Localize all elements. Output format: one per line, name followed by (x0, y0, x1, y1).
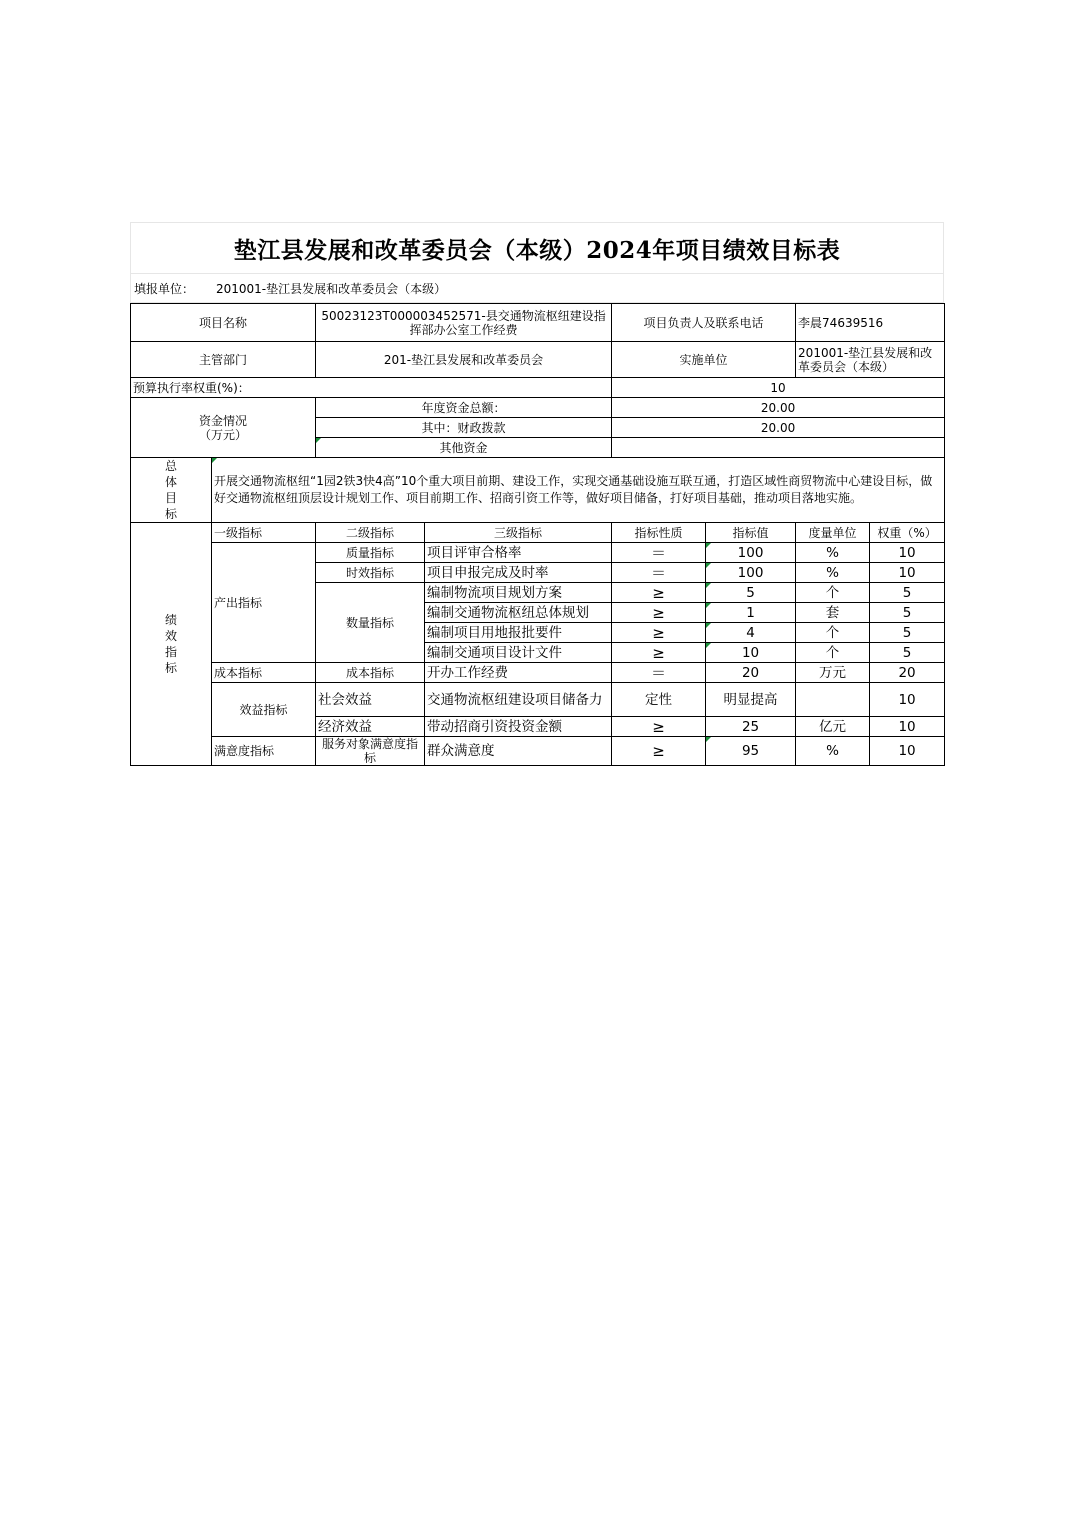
indicator-nature: ≥ (612, 643, 706, 663)
benefit-indicator-label: 效益指标 (212, 683, 316, 737)
funds-fiscal-value: 20.00 (612, 418, 945, 438)
indicator-name: 编制物流项目规划方案 (425, 583, 612, 603)
indicator-value: 95 (706, 737, 796, 766)
indicator-nature: ＝ (612, 663, 706, 683)
indicator-weight: 10 (870, 563, 945, 583)
project-name-label: 项目名称 (131, 304, 316, 342)
indicator-name: 群众满意度 (425, 737, 612, 766)
indicator-weight: 5 (870, 623, 945, 643)
header-level3: 三级指标 (425, 523, 612, 543)
funds-fiscal-label: 其中：财政拨款 (316, 418, 612, 438)
overall-target-label: 总 体 目 标 (131, 458, 212, 523)
indicator-nature: 定性 (612, 683, 706, 717)
performance-target-sheet (130, 222, 944, 766)
indicator-value: 5 (706, 583, 796, 603)
indicator-name: 项目评审合格率 (425, 543, 612, 563)
indicator-weight: 5 (870, 583, 945, 603)
indicator-unit: % (796, 737, 870, 766)
header-unit: 度量单位 (796, 523, 870, 543)
header-level2: 二级指标 (316, 523, 425, 543)
indicator-weight: 20 (870, 663, 945, 683)
header-level1: 一级指标 (212, 523, 316, 543)
project-owner-value: 李晨74639516 (796, 304, 945, 342)
indicator-weight: 5 (870, 603, 945, 623)
cost-indicator-label: 成本指标 (212, 663, 316, 683)
indicator-nature: ≥ (612, 623, 706, 643)
fill-unit-row (130, 273, 944, 303)
indicator-value: 25 (706, 717, 796, 737)
project-name-value: 50023123T000003452571-县交通物流枢纽建设指挥部办公室工作经费 (316, 304, 612, 342)
cost-sub-indicator-label: 成本指标 (316, 663, 425, 683)
indicator-nature: ≥ (612, 583, 706, 603)
overall-target-text: 开展交通物流枢纽“1园2铁3快4高”10个重大项目前期、建设工作，实现交通基础设施互联互通，打造区域性商贸物流中心建设目标，做好交通物流枢纽顶层设计规划工作、项目前期工作、招商引资工作等，做好项目储备，打好项目基础，推动项目落地实施。 (212, 458, 945, 523)
indicator-value: 10 (706, 643, 796, 663)
fill-unit-label: 填报单位： (134, 281, 195, 296)
dept-label: 主管部门 (131, 342, 316, 378)
header-value: 指标值 (706, 523, 796, 543)
indicator-unit (796, 683, 870, 717)
header-nature: 指标性质 (612, 523, 706, 543)
indicator-unit: % (796, 563, 870, 583)
funds-label: 资金情况 （万元） (131, 398, 316, 458)
satisfaction-indicator-label: 满意度指标 (212, 737, 316, 766)
indicator-name: 编制项目用地报批要件 (425, 623, 612, 643)
indicator-nature: ≥ (612, 717, 706, 737)
indicator-unit: 万元 (796, 663, 870, 683)
budget-weight-label: 预算执行率权重(%)： (131, 378, 612, 398)
indicator-weight: 10 (870, 683, 945, 717)
page-title: 垫江县发展和改革委员会（本级）2024年项目绩效目标表 (130, 222, 944, 273)
perf-indicator-label: 绩 效 指 标 (131, 523, 212, 766)
indicator-weight: 10 (870, 543, 945, 563)
service-satisfaction-label: 服务对象满意度指标 (316, 737, 425, 766)
social-benefit-label: 社会效益 (316, 683, 425, 717)
indicator-unit: % (796, 543, 870, 563)
indicator-nature: ≥ (612, 603, 706, 623)
indicator-name: 带动招商引资投资金额 (425, 717, 612, 737)
time-indicator-label: 时效指标 (316, 563, 425, 583)
indicator-value: 100 (706, 563, 796, 583)
indicator-weight: 10 (870, 737, 945, 766)
funds-total-value: 20.00 (612, 398, 945, 418)
indicator-name: 编制交通项目设计文件 (425, 643, 612, 663)
quantity-indicator-label: 数量指标 (316, 583, 425, 663)
indicator-unit: 个 (796, 643, 870, 663)
indicator-unit: 个 (796, 623, 870, 643)
impl-label: 实施单位 (612, 342, 796, 378)
indicator-value: 20 (706, 663, 796, 683)
header-weight: 权重（%） (870, 523, 945, 543)
impl-value: 201001-垫江县发展和改革委员会（本级） (796, 342, 945, 378)
budget-weight-value: 10 (612, 378, 945, 398)
funds-other-value (612, 438, 945, 458)
indicator-value: 4 (706, 623, 796, 643)
funds-total-label: 年度资金总额： (316, 398, 612, 418)
target-table (130, 303, 945, 766)
indicator-value: 1 (706, 603, 796, 623)
output-indicator-label: 产出指标 (212, 543, 316, 663)
economic-benefit-label: 经济效益 (316, 717, 425, 737)
indicator-name: 开办工作经费 (425, 663, 612, 683)
quality-indicator-label: 质量指标 (316, 543, 425, 563)
indicator-name: 交通物流枢纽建设项目储备力 (425, 683, 612, 717)
indicator-weight: 5 (870, 643, 945, 663)
indicator-value: 100 (706, 543, 796, 563)
indicator-unit: 个 (796, 583, 870, 603)
funds-other-label: 其他资金 (316, 438, 612, 458)
indicator-nature: ＝ (612, 543, 706, 563)
project-owner-label: 项目负责人及联系电话 (612, 304, 796, 342)
indicator-nature: ≥ (612, 737, 706, 766)
indicator-value: 明显提高 (706, 683, 796, 717)
fill-unit-value: 201001-垫江县发展和改革委员会（本级） (216, 281, 447, 296)
indicator-unit: 亿元 (796, 717, 870, 737)
indicator-nature: ＝ (612, 563, 706, 583)
indicator-name: 项目申报完成及时率 (425, 563, 612, 583)
indicator-weight: 10 (870, 717, 945, 737)
indicator-unit: 套 (796, 603, 870, 623)
indicator-name: 编制交通物流枢纽总体规划 (425, 603, 612, 623)
dept-value: 201-垫江县发展和改革委员会 (316, 342, 612, 378)
